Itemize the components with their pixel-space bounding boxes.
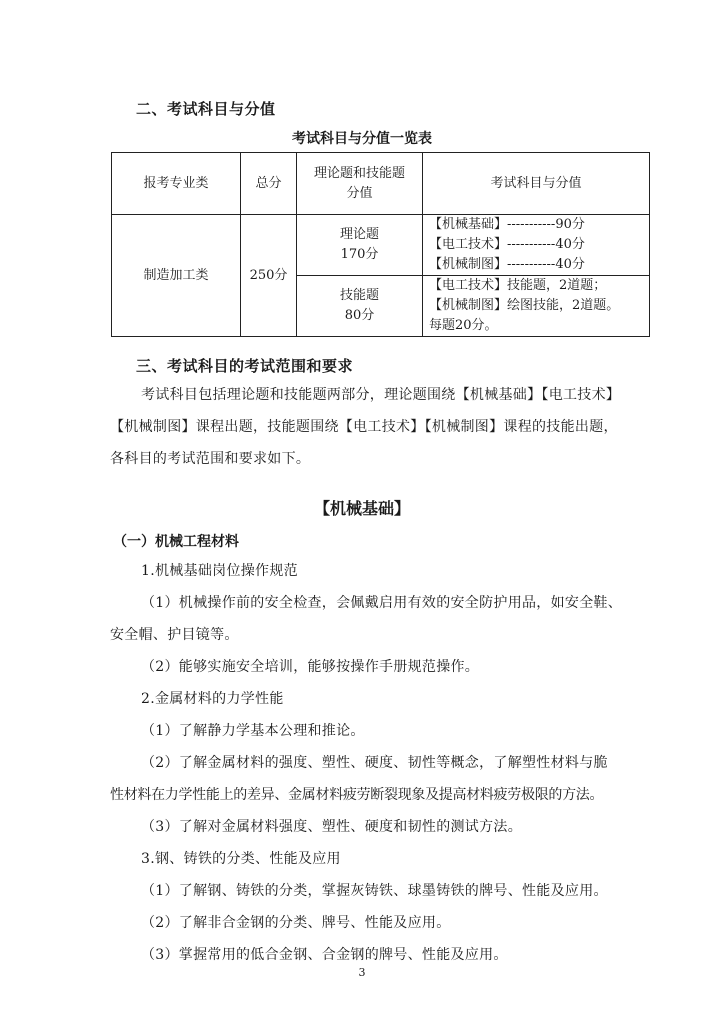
- skill-line: 每题20分。: [429, 318, 498, 333]
- skill-line: 【电工技术】技能题，2道题；: [429, 278, 607, 293]
- body-line: （3）了解对金属材料强度、塑性、硬度和韧性的测试方法。: [141, 819, 523, 835]
- theory-line: 【电工技术】-----------40分: [429, 237, 585, 252]
- cell-theory: [297, 215, 423, 276]
- body-line: 3.钢、铸铁的分类、性能及应用: [141, 851, 341, 867]
- section-3-heading: 三、考试科目的考试范围和要求: [136, 357, 354, 375]
- body-line: （1）了解钢、铸铁的分类，掌握灰铸铁、球墨铸铁的牌号、性能及应用。: [141, 883, 608, 899]
- paragraph-line: 考试科目包括理论题和技能题两部分，理论题围绕【机械基础】【电工技术】: [141, 387, 621, 403]
- body-line: （2）了解金属材料的强度、塑性、硬度、韧性等概念，了解塑性材料与脆: [141, 755, 608, 771]
- cell-skill-subjects: [423, 276, 650, 337]
- body-line: （2）能够实施安全培训，能够按操作手册规范操作。: [141, 659, 480, 675]
- paragraph-line: 【机械制图】课程出题，技能题围绕【电工技术】【机械制图】课程的技能出题，: [110, 419, 618, 435]
- cell-total: 250分: [241, 215, 297, 337]
- body-line: 2.金属材料的力学性能: [141, 691, 284, 707]
- header-subjects: 考试科目与分值: [423, 153, 650, 215]
- header-score-line1: 理论题和技能题: [313, 165, 405, 181]
- body-line: 性材料在力学性能上的差异、金属材料疲劳断裂现象及提高材料疲劳极限的方法。: [110, 787, 604, 803]
- skill-score: 80分: [344, 308, 375, 323]
- skill-name: 技能题: [339, 288, 379, 303]
- cell-theory-subjects: [423, 215, 650, 276]
- score-table: [111, 152, 650, 337]
- body-line: 安全帽、护目镜等。: [110, 627, 239, 643]
- body-line: （2）了解非合金钢的分类、牌号、性能及应用。: [141, 915, 451, 931]
- table-row-theory: [112, 215, 650, 276]
- header-total: 总分: [241, 153, 297, 215]
- cell-major: 制造加工类: [112, 215, 241, 337]
- paragraph-line: 各科目的考试范围和要求如下。: [110, 451, 311, 467]
- body-line: 1.机械基础岗位操作规范: [141, 563, 298, 579]
- theory-line: 【机械基础】-----------90分: [429, 217, 585, 232]
- skill-line: 【机械制图】绘图技能，2道题。: [429, 298, 620, 313]
- header-score: [297, 153, 423, 215]
- body-line: （1）了解静力学基本公理和推论。: [141, 723, 365, 739]
- body-line: （3）掌握常用的低合金钢、合金钢的牌号、性能及应用。: [141, 947, 508, 963]
- theory-score: 170分: [340, 247, 379, 262]
- cell-skill: [297, 276, 423, 337]
- table-caption: 考试科目与分值一览表: [292, 131, 432, 147]
- body-line: （1）机械操作前的安全检查，会佩戴启用有效的安全防护用品，如安全鞋、: [141, 595, 623, 611]
- subsection-heading: （一）机械工程材料: [113, 534, 239, 550]
- subject-title: 【机械基础】: [313, 499, 410, 518]
- header-score-line2: 分值: [346, 185, 373, 201]
- header-major: 报考专业类: [112, 153, 241, 215]
- theory-name: 理论题: [339, 227, 379, 242]
- table-header-row: [112, 153, 650, 215]
- theory-line: 【机械制图】-----------40分: [429, 257, 585, 272]
- section-2-heading: 二、考试科目与分值: [136, 100, 276, 118]
- page-number: 3: [358, 966, 366, 979]
